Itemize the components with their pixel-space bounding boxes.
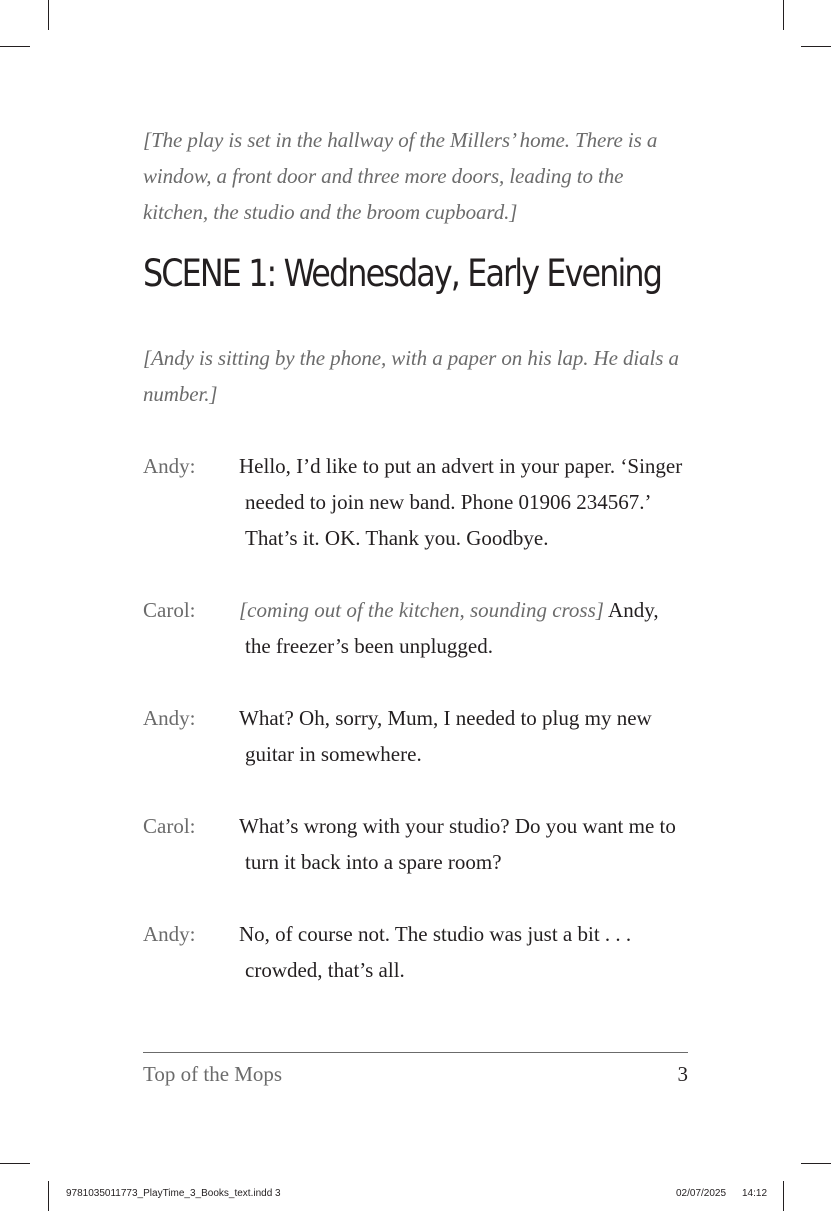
dialogue-line [239,592,685,664]
dialogue-text: What’s wrong with your studio? Do you want me to turn it back into a spare room? [239,814,676,874]
crop-mark-top-right-h [801,46,831,47]
crop-mark-top-right [783,0,784,30]
slug-time: 14:12 [742,1188,768,1199]
crop-mark-bottom-left-h [0,1163,30,1164]
crop-mark-bottom-left [48,1181,49,1211]
speaker-name: Andy: [143,922,196,946]
slug-date: 02/07/2025 [676,1188,727,1199]
crop-mark-bottom-right-h [801,1163,831,1164]
footer-divider [143,1052,688,1053]
running-footer-title: Top of the Mops [143,1062,283,1086]
dialogue-text: What? Oh, sorry, Mum, I needed to plug my new guitar in somewhere. [239,706,652,766]
speaker-name: Carol: [143,598,196,622]
scene-heading: SCENE 1: Wednesday, Early Evening [143,252,662,295]
dialogue-text: Andy, the freezer’s been unplugged. [245,598,659,658]
page-number: 3 [677,1062,688,1086]
inline-stage-direction: [coming out of the kitchen, sounding cross] [239,598,604,622]
speaker-name: Carol: [143,814,196,838]
dialogue-line [239,916,685,988]
slug-filename: 9781035011773_PlayTime_3_Books_text.indd 3 [66,1188,281,1199]
intro-direction-text: [The play is set in the hallway of the Millers’ home. There is a window, a front door and three more doors, leading to the kitchen, the studio and the broom cupboard.] [143,128,658,224]
dialogue-line [239,808,685,880]
intro-stage-direction [143,122,688,230]
speaker-name: Andy: [143,706,196,730]
crop-mark-bottom-right [783,1181,784,1211]
crop-mark-top-left-h [0,46,30,47]
dialogue-line [239,700,685,772]
speaker-name: Andy: [143,454,196,478]
dialogue-text: Hello, I’d like to put an advert in your paper. ‘Singer needed to join new band. Phone 01906 234567.’ That’s it. OK. Thank you. Goodbye. [239,454,683,550]
dialogue-line [239,448,685,556]
crop-mark-top-left [48,0,49,30]
dialogue-text: No, of course not. The studio was just a bit . . . crowded, that’s all. [239,922,632,982]
opening-direction-text: [Andy is sitting by the phone, with a paper on his lap. He dials a number.] [143,346,679,406]
opening-stage-direction [143,340,688,412]
